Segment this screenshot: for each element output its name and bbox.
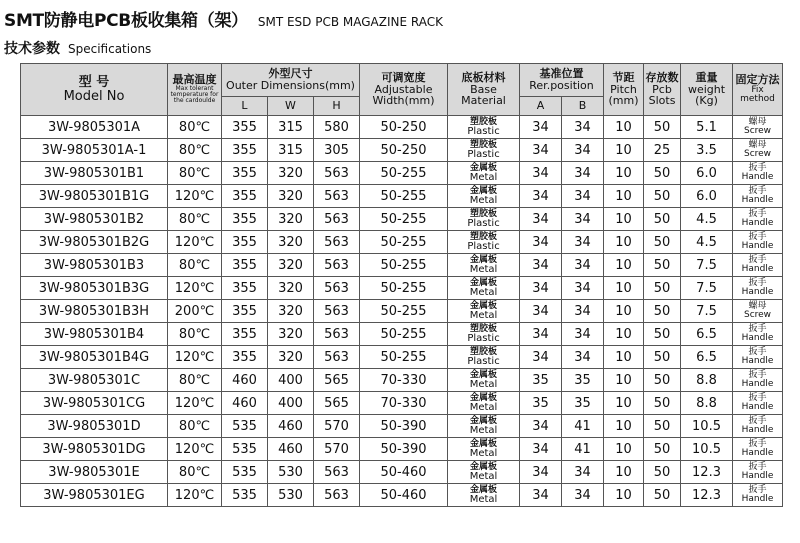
cell-model: 3W-9805301CG — [21, 392, 168, 415]
cell-weight: 7.5 — [681, 300, 733, 323]
cell-weight: 8.8 — [681, 369, 733, 392]
cell-width: 50-460 — [360, 484, 448, 507]
cell-ref-a: 34 — [520, 116, 562, 139]
cell-ref-a: 34 — [520, 346, 562, 369]
header-refpos: 基准位置 Rer.position — [520, 64, 604, 97]
cell-ref-b: 34 — [562, 208, 604, 231]
cell-ref-b: 41 — [562, 415, 604, 438]
cell-width: 70-330 — [360, 369, 448, 392]
cell-model: 3W-9805301EG — [21, 484, 168, 507]
table-row — [21, 323, 783, 346]
cell-ref-a: 34 — [520, 139, 562, 162]
cell-temp: 80℃ — [168, 254, 222, 277]
cell-dim-h: 563 — [314, 162, 360, 185]
cell-material: 塑胶板 Plastic — [448, 208, 520, 231]
cell-dim-h: 565 — [314, 369, 360, 392]
cell-dim-h: 563 — [314, 277, 360, 300]
cell-model: 3W-9805301B4G — [21, 346, 168, 369]
cell-pitch: 10 — [604, 369, 644, 392]
cell-fix: 扳手 Handle — [733, 438, 783, 461]
cell-ref-b: 34 — [562, 300, 604, 323]
cell-slots: 25 — [644, 139, 681, 162]
cell-dim-w: 320 — [268, 162, 314, 185]
cell-dim-l: 355 — [222, 346, 268, 369]
table-row — [21, 461, 783, 484]
cell-dim-h: 563 — [314, 208, 360, 231]
cell-dim-l: 355 — [222, 139, 268, 162]
header-slots: 存放数 Pcb Slots — [644, 64, 681, 116]
cell-width: 50-390 — [360, 415, 448, 438]
cell-pitch: 10 — [604, 139, 644, 162]
cell-material: 塑胶板 Plastic — [448, 323, 520, 346]
table-row — [21, 162, 783, 185]
cell-fix: 扳手 Handle — [733, 162, 783, 185]
cell-slots: 50 — [644, 346, 681, 369]
cell-pitch: 10 — [604, 392, 644, 415]
header-fix: 固定方法 Fix method — [733, 64, 783, 116]
cell-pitch: 10 — [604, 116, 644, 139]
table-row — [21, 438, 783, 461]
cell-pitch: 10 — [604, 415, 644, 438]
cell-pitch: 10 — [604, 162, 644, 185]
cell-slots: 50 — [644, 323, 681, 346]
cell-weight: 6.0 — [681, 185, 733, 208]
cell-pitch: 10 — [604, 484, 644, 507]
cell-pitch: 10 — [604, 346, 644, 369]
cell-dim-w: 320 — [268, 254, 314, 277]
cell-dim-w: 460 — [268, 415, 314, 438]
cell-fix: 扳手 Handle — [733, 231, 783, 254]
cell-fix: 扳手 Handle — [733, 185, 783, 208]
cell-dim-h: 563 — [314, 231, 360, 254]
cell-weight: 7.5 — [681, 277, 733, 300]
cell-weight: 4.5 — [681, 208, 733, 231]
cell-pitch: 10 — [604, 231, 644, 254]
cell-pitch: 10 — [604, 208, 644, 231]
cell-ref-b: 34 — [562, 277, 604, 300]
subtitle-zh: 技术参数 — [4, 41, 60, 57]
cell-fix: 螺母 Screw — [733, 139, 783, 162]
cell-model: 3W-9805301D — [21, 415, 168, 438]
cell-fix: 扳手 Handle — [733, 369, 783, 392]
cell-ref-b: 34 — [562, 461, 604, 484]
cell-dim-w: 320 — [268, 208, 314, 231]
cell-dim-l: 460 — [222, 369, 268, 392]
cell-slots: 50 — [644, 461, 681, 484]
table-row — [21, 369, 783, 392]
cell-dim-w: 400 — [268, 369, 314, 392]
cell-dim-w: 320 — [268, 346, 314, 369]
cell-material: 金属板 Metal — [448, 369, 520, 392]
subtitle-en: Specifications — [68, 42, 152, 56]
cell-weight: 12.3 — [681, 461, 733, 484]
table-row — [21, 185, 783, 208]
header-dims: 外型尺寸 Outer Dimensions(mm) — [222, 64, 360, 97]
cell-width: 50-255 — [360, 346, 448, 369]
cell-dim-h: 570 — [314, 438, 360, 461]
header-ref-b: B — [562, 97, 604, 116]
cell-temp: 120℃ — [168, 185, 222, 208]
cell-dim-l: 535 — [222, 438, 268, 461]
cell-pitch: 10 — [604, 185, 644, 208]
cell-material: 金属板 Metal — [448, 162, 520, 185]
cell-ref-a: 34 — [520, 300, 562, 323]
cell-temp: 120℃ — [168, 231, 222, 254]
table-row — [21, 139, 783, 162]
cell-slots: 50 — [644, 300, 681, 323]
table-row — [21, 392, 783, 415]
cell-dim-h: 580 — [314, 116, 360, 139]
cell-ref-b: 34 — [562, 346, 604, 369]
cell-model: 3W-9805301B3 — [21, 254, 168, 277]
cell-weight: 10.5 — [681, 438, 733, 461]
table-row — [21, 231, 783, 254]
cell-dim-w: 320 — [268, 185, 314, 208]
cell-ref-a: 35 — [520, 369, 562, 392]
cell-material: 金属板 Metal — [448, 300, 520, 323]
cell-dim-h: 563 — [314, 323, 360, 346]
cell-dim-h: 563 — [314, 484, 360, 507]
cell-ref-a: 34 — [520, 461, 562, 484]
cell-dim-l: 355 — [222, 116, 268, 139]
cell-dim-l: 355 — [222, 231, 268, 254]
header-model: 型 号 Model No — [21, 64, 168, 116]
cell-model: 3W-9805301B4 — [21, 323, 168, 346]
cell-material: 金属板 Metal — [448, 438, 520, 461]
cell-width: 50-255 — [360, 162, 448, 185]
cell-slots: 50 — [644, 484, 681, 507]
cell-width: 50-255 — [360, 277, 448, 300]
cell-ref-a: 34 — [520, 231, 562, 254]
title-en: SMT ESD PCB MAGAZINE RACK — [257, 15, 443, 29]
cell-model: 3W-9805301B2G — [21, 231, 168, 254]
cell-dim-w: 320 — [268, 323, 314, 346]
cell-material: 金属板 Metal — [448, 254, 520, 277]
section-title — [4, 38, 151, 58]
cell-ref-a: 35 — [520, 392, 562, 415]
cell-dim-l: 355 — [222, 277, 268, 300]
cell-width: 50-250 — [360, 116, 448, 139]
cell-dim-l: 355 — [222, 185, 268, 208]
cell-material: 金属板 Metal — [448, 392, 520, 415]
cell-weight: 6.0 — [681, 162, 733, 185]
cell-slots: 50 — [644, 231, 681, 254]
cell-model: 3W-9805301B3H — [21, 300, 168, 323]
cell-width: 50-250 — [360, 139, 448, 162]
cell-ref-a: 34 — [520, 438, 562, 461]
cell-model: 3W-9805301A-1 — [21, 139, 168, 162]
cell-temp: 120℃ — [168, 484, 222, 507]
page-title — [4, 6, 443, 31]
cell-width: 70-330 — [360, 392, 448, 415]
cell-temp: 80℃ — [168, 162, 222, 185]
cell-ref-b: 35 — [562, 392, 604, 415]
cell-dim-w: 315 — [268, 139, 314, 162]
cell-dim-w: 530 — [268, 461, 314, 484]
cell-temp: 120℃ — [168, 277, 222, 300]
cell-dim-l: 535 — [222, 461, 268, 484]
cell-dim-h: 563 — [314, 346, 360, 369]
cell-ref-a: 34 — [520, 162, 562, 185]
cell-material: 塑胶板 Plastic — [448, 139, 520, 162]
cell-material: 塑胶板 Plastic — [448, 116, 520, 139]
cell-ref-a: 34 — [520, 208, 562, 231]
header-width: 可调宽度 Adjustable Width(mm) — [360, 64, 448, 116]
cell-fix: 扳手 Handle — [733, 323, 783, 346]
cell-width: 50-255 — [360, 300, 448, 323]
cell-dim-h: 563 — [314, 254, 360, 277]
cell-dim-h: 565 — [314, 392, 360, 415]
cell-temp: 120℃ — [168, 438, 222, 461]
cell-model: 3W-9805301C — [21, 369, 168, 392]
cell-temp: 80℃ — [168, 369, 222, 392]
cell-dim-w: 400 — [268, 392, 314, 415]
cell-ref-a: 34 — [520, 277, 562, 300]
cell-dim-w: 315 — [268, 116, 314, 139]
cell-dim-w: 530 — [268, 484, 314, 507]
cell-fix: 扳手 Handle — [733, 346, 783, 369]
cell-material: 塑胶板 Plastic — [448, 231, 520, 254]
cell-weight: 10.5 — [681, 415, 733, 438]
table-row — [21, 300, 783, 323]
cell-pitch: 10 — [604, 323, 644, 346]
cell-pitch: 10 — [604, 277, 644, 300]
table-row — [21, 208, 783, 231]
cell-width: 50-255 — [360, 323, 448, 346]
cell-ref-b: 34 — [562, 185, 604, 208]
cell-slots: 50 — [644, 277, 681, 300]
cell-model: 3W-9805301DG — [21, 438, 168, 461]
cell-slots: 50 — [644, 162, 681, 185]
cell-ref-a: 34 — [520, 323, 562, 346]
cell-width: 50-255 — [360, 185, 448, 208]
cell-ref-b: 34 — [562, 139, 604, 162]
cell-model: 3W-9805301B2 — [21, 208, 168, 231]
cell-dim-l: 355 — [222, 300, 268, 323]
cell-ref-b: 41 — [562, 438, 604, 461]
cell-temp: 80℃ — [168, 415, 222, 438]
cell-width: 50-390 — [360, 438, 448, 461]
cell-dim-l: 460 — [222, 392, 268, 415]
cell-dim-l: 355 — [222, 208, 268, 231]
cell-model: 3W-9805301A — [21, 116, 168, 139]
cell-slots: 50 — [644, 254, 681, 277]
cell-slots: 50 — [644, 415, 681, 438]
header-pitch: 节距 Pitch (mm) — [604, 64, 644, 116]
cell-fix: 扳手 Handle — [733, 415, 783, 438]
spec-table — [20, 63, 783, 507]
cell-slots: 50 — [644, 208, 681, 231]
header-ref-a: A — [520, 97, 562, 116]
header-dim-h: H — [314, 97, 360, 116]
cell-dim-l: 535 — [222, 415, 268, 438]
cell-ref-b: 34 — [562, 254, 604, 277]
cell-model: 3W-9805301E — [21, 461, 168, 484]
cell-pitch: 10 — [604, 300, 644, 323]
cell-dim-w: 320 — [268, 300, 314, 323]
cell-dim-w: 460 — [268, 438, 314, 461]
cell-temp: 200℃ — [168, 300, 222, 323]
cell-slots: 50 — [644, 392, 681, 415]
cell-weight: 7.5 — [681, 254, 733, 277]
cell-dim-w: 320 — [268, 231, 314, 254]
cell-material: 金属板 Metal — [448, 484, 520, 507]
cell-pitch: 10 — [604, 438, 644, 461]
cell-temp: 120℃ — [168, 346, 222, 369]
cell-dim-w: 320 — [268, 277, 314, 300]
cell-model: 3W-9805301B1 — [21, 162, 168, 185]
cell-weight: 6.5 — [681, 323, 733, 346]
cell-width: 50-255 — [360, 254, 448, 277]
cell-fix: 螺母 Screw — [733, 300, 783, 323]
cell-ref-b: 34 — [562, 323, 604, 346]
cell-slots: 50 — [644, 185, 681, 208]
header-material: 底板材料 Base Material — [448, 64, 520, 116]
cell-width: 50-460 — [360, 461, 448, 484]
cell-dim-h: 563 — [314, 185, 360, 208]
cell-pitch: 10 — [604, 254, 644, 277]
cell-width: 50-255 — [360, 231, 448, 254]
cell-dim-l: 355 — [222, 323, 268, 346]
cell-dim-l: 355 — [222, 162, 268, 185]
cell-fix: 扳手 Handle — [733, 277, 783, 300]
cell-fix: 扳手 Handle — [733, 392, 783, 415]
cell-width: 50-255 — [360, 208, 448, 231]
cell-weight: 12.3 — [681, 484, 733, 507]
cell-model: 3W-9805301B3G — [21, 277, 168, 300]
table-row — [21, 346, 783, 369]
cell-ref-b: 34 — [562, 231, 604, 254]
cell-material: 金属板 Metal — [448, 461, 520, 484]
cell-temp: 80℃ — [168, 208, 222, 231]
cell-pitch: 10 — [604, 461, 644, 484]
cell-weight: 4.5 — [681, 231, 733, 254]
cell-temp: 120℃ — [168, 392, 222, 415]
header-weight: 重量 weight (Kg) — [681, 64, 733, 116]
header-dim-w: W — [268, 97, 314, 116]
cell-ref-b: 34 — [562, 116, 604, 139]
table-row — [21, 277, 783, 300]
cell-ref-b: 35 — [562, 369, 604, 392]
cell-weight: 6.5 — [681, 346, 733, 369]
cell-slots: 50 — [644, 369, 681, 392]
cell-material: 金属板 Metal — [448, 277, 520, 300]
cell-dim-l: 355 — [222, 254, 268, 277]
cell-model: 3W-9805301B1G — [21, 185, 168, 208]
cell-ref-a: 34 — [520, 185, 562, 208]
cell-dim-h: 570 — [314, 415, 360, 438]
cell-dim-h: 563 — [314, 300, 360, 323]
cell-dim-h: 305 — [314, 139, 360, 162]
cell-fix: 扳手 Handle — [733, 208, 783, 231]
cell-ref-b: 34 — [562, 162, 604, 185]
cell-material: 金属板 Metal — [448, 185, 520, 208]
cell-fix: 扳手 Handle — [733, 484, 783, 507]
cell-ref-b: 34 — [562, 484, 604, 507]
table-row — [21, 415, 783, 438]
cell-slots: 50 — [644, 116, 681, 139]
header-temp: 最高温度 Max tolerant temperature for the cardoulde — [168, 64, 222, 116]
table-row — [21, 484, 783, 507]
cell-dim-l: 535 — [222, 484, 268, 507]
cell-weight: 5.1 — [681, 116, 733, 139]
cell-dim-h: 563 — [314, 461, 360, 484]
cell-temp: 80℃ — [168, 139, 222, 162]
cell-fix: 螺母 Screw — [733, 116, 783, 139]
cell-weight: 3.5 — [681, 139, 733, 162]
cell-ref-a: 34 — [520, 484, 562, 507]
cell-ref-a: 34 — [520, 415, 562, 438]
cell-material: 金属板 Metal — [448, 415, 520, 438]
cell-material: 塑胶板 Plastic — [448, 346, 520, 369]
table-row — [21, 116, 783, 139]
table-row — [21, 254, 783, 277]
cell-weight: 8.8 — [681, 392, 733, 415]
title-zh: SMT防静电PCB板收集箱（架） — [4, 11, 248, 31]
cell-fix: 扳手 Handle — [733, 461, 783, 484]
cell-temp: 80℃ — [168, 116, 222, 139]
cell-fix: 扳手 Handle — [733, 254, 783, 277]
cell-ref-a: 34 — [520, 254, 562, 277]
cell-temp: 80℃ — [168, 323, 222, 346]
cell-slots: 50 — [644, 438, 681, 461]
header-dim-l: L — [222, 97, 268, 116]
cell-temp: 80℃ — [168, 461, 222, 484]
